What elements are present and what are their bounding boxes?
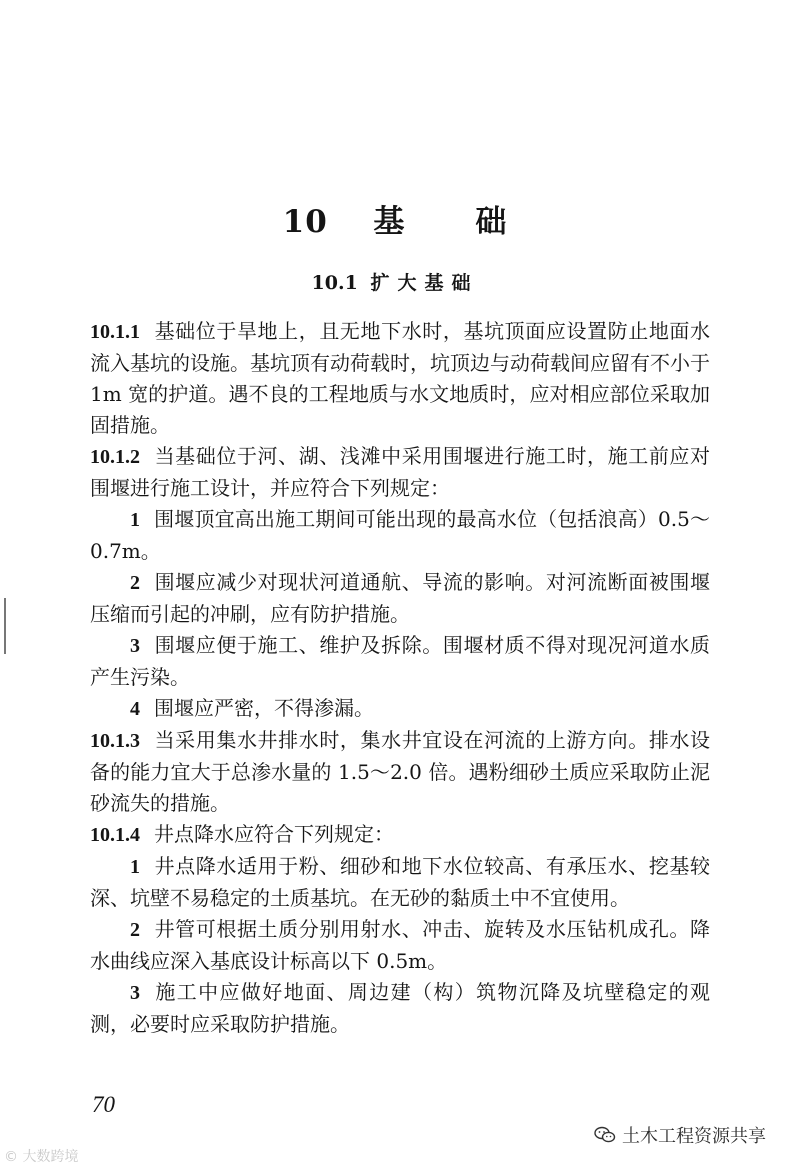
item-text: 围堰顶宜高出施工期间可能出现的最高水位（包括浪高）0.5～0.7m。 bbox=[90, 507, 710, 563]
item-number: 2 bbox=[130, 919, 140, 941]
chapter-title-part-b: 础 bbox=[475, 204, 508, 240]
clause-10-1-2-item-3 bbox=[90, 630, 710, 693]
chapter-title bbox=[0, 196, 790, 241]
item-number: 1 bbox=[130, 509, 140, 531]
clause-text: 当采用集水井排水时，集水井宜设在河流的上游方向。排水设备的能力宜大于总渗水量的 1.5～2.0 倍。遇粉细砂土质应采取防止泥砂流失的措施。 bbox=[90, 728, 710, 815]
item-text: 围堰应便于施工、维护及拆除。围堰材质不得对现况河道水质产生污染。 bbox=[90, 633, 710, 689]
margin-mark bbox=[4, 598, 6, 654]
clause-10-1-3 bbox=[90, 725, 710, 819]
clause-number: 10.1.1 bbox=[90, 321, 140, 343]
chapter-number: 10 bbox=[282, 204, 328, 240]
clause-10-1-2-item-1 bbox=[90, 504, 710, 567]
item-number: 3 bbox=[130, 635, 140, 657]
clause-10-1-1 bbox=[90, 316, 710, 441]
clause-10-1-4-item-3 bbox=[90, 977, 710, 1040]
clause-10-1-4 bbox=[90, 819, 710, 851]
item-number: 1 bbox=[130, 856, 140, 878]
item-text: 围堰应减少对现状河道通航、导流的影响。对河流断面被围堰压缩而引起的冲刷，应有防护措施。 bbox=[90, 570, 710, 626]
clause-number: 10.1.4 bbox=[90, 824, 140, 846]
clause-text: 当基础位于河、湖、浅滩中采用围堰进行施工时，施工前应对围堰进行施工设计，并应符合下列规定： bbox=[90, 444, 710, 500]
section-title-text: 扩大基础 bbox=[370, 272, 479, 294]
clause-10-1-2 bbox=[90, 441, 710, 504]
clause-text: 基础位于旱地上，且无地下水时，基坑顶面应设置防止地面水流入基坑的设施。基坑顶有动荷载时，坑顶边与动荷载间应留有不小于 1m 宽的护道。遇不良的工程地质与水文地质时，应对相应部位采取加固措施。 bbox=[90, 319, 710, 437]
item-text: 井点降水适用于粉、细砂和地下水位较高、有承压水、挖基较深、坑壁不易稳定的土质基坑。在无砂的黏质土中不宜使用。 bbox=[90, 854, 710, 910]
body-text bbox=[90, 316, 710, 1040]
item-number: 3 bbox=[130, 982, 140, 1004]
clause-number: 10.1.2 bbox=[90, 446, 140, 468]
chapter-title-part-a: 基 bbox=[373, 204, 406, 240]
clause-10-1-4-item-2 bbox=[90, 914, 710, 977]
item-text: 井管可根据土质分别用射水、冲击、旋转及水压钻机成孔。降水曲线应深入基底设计标高以下 0.5m。 bbox=[90, 917, 710, 973]
clause-10-1-4-item-1 bbox=[90, 851, 710, 914]
item-text: 围堰应严密，不得渗漏。 bbox=[154, 696, 374, 720]
section-title bbox=[0, 268, 790, 295]
watermark-left-icon: © bbox=[4, 1149, 18, 1165]
item-text: 施工中应做好地面、周边建（构）筑物沉降及坑壁稳定的观测，必要时应采取防护措施。 bbox=[90, 980, 710, 1036]
watermark-right-text: 土木工程资源共享 bbox=[622, 1126, 766, 1147]
watermark-left-text: 大数跨境 bbox=[22, 1149, 79, 1165]
watermark-left bbox=[4, 1146, 78, 1166]
page-number: 70 bbox=[92, 1092, 115, 1117]
clause-number: 10.1.3 bbox=[90, 730, 140, 752]
clause-10-1-2-item-2 bbox=[90, 567, 710, 630]
item-number: 4 bbox=[130, 698, 140, 720]
section-number: 10.1 bbox=[311, 272, 358, 294]
watermark-right bbox=[594, 1122, 766, 1148]
clause-10-1-2-item-4 bbox=[90, 693, 710, 725]
clause-text: 井点降水应符合下列规定： bbox=[154, 822, 394, 846]
wechat-icon bbox=[594, 1126, 616, 1144]
item-number: 2 bbox=[130, 572, 140, 594]
